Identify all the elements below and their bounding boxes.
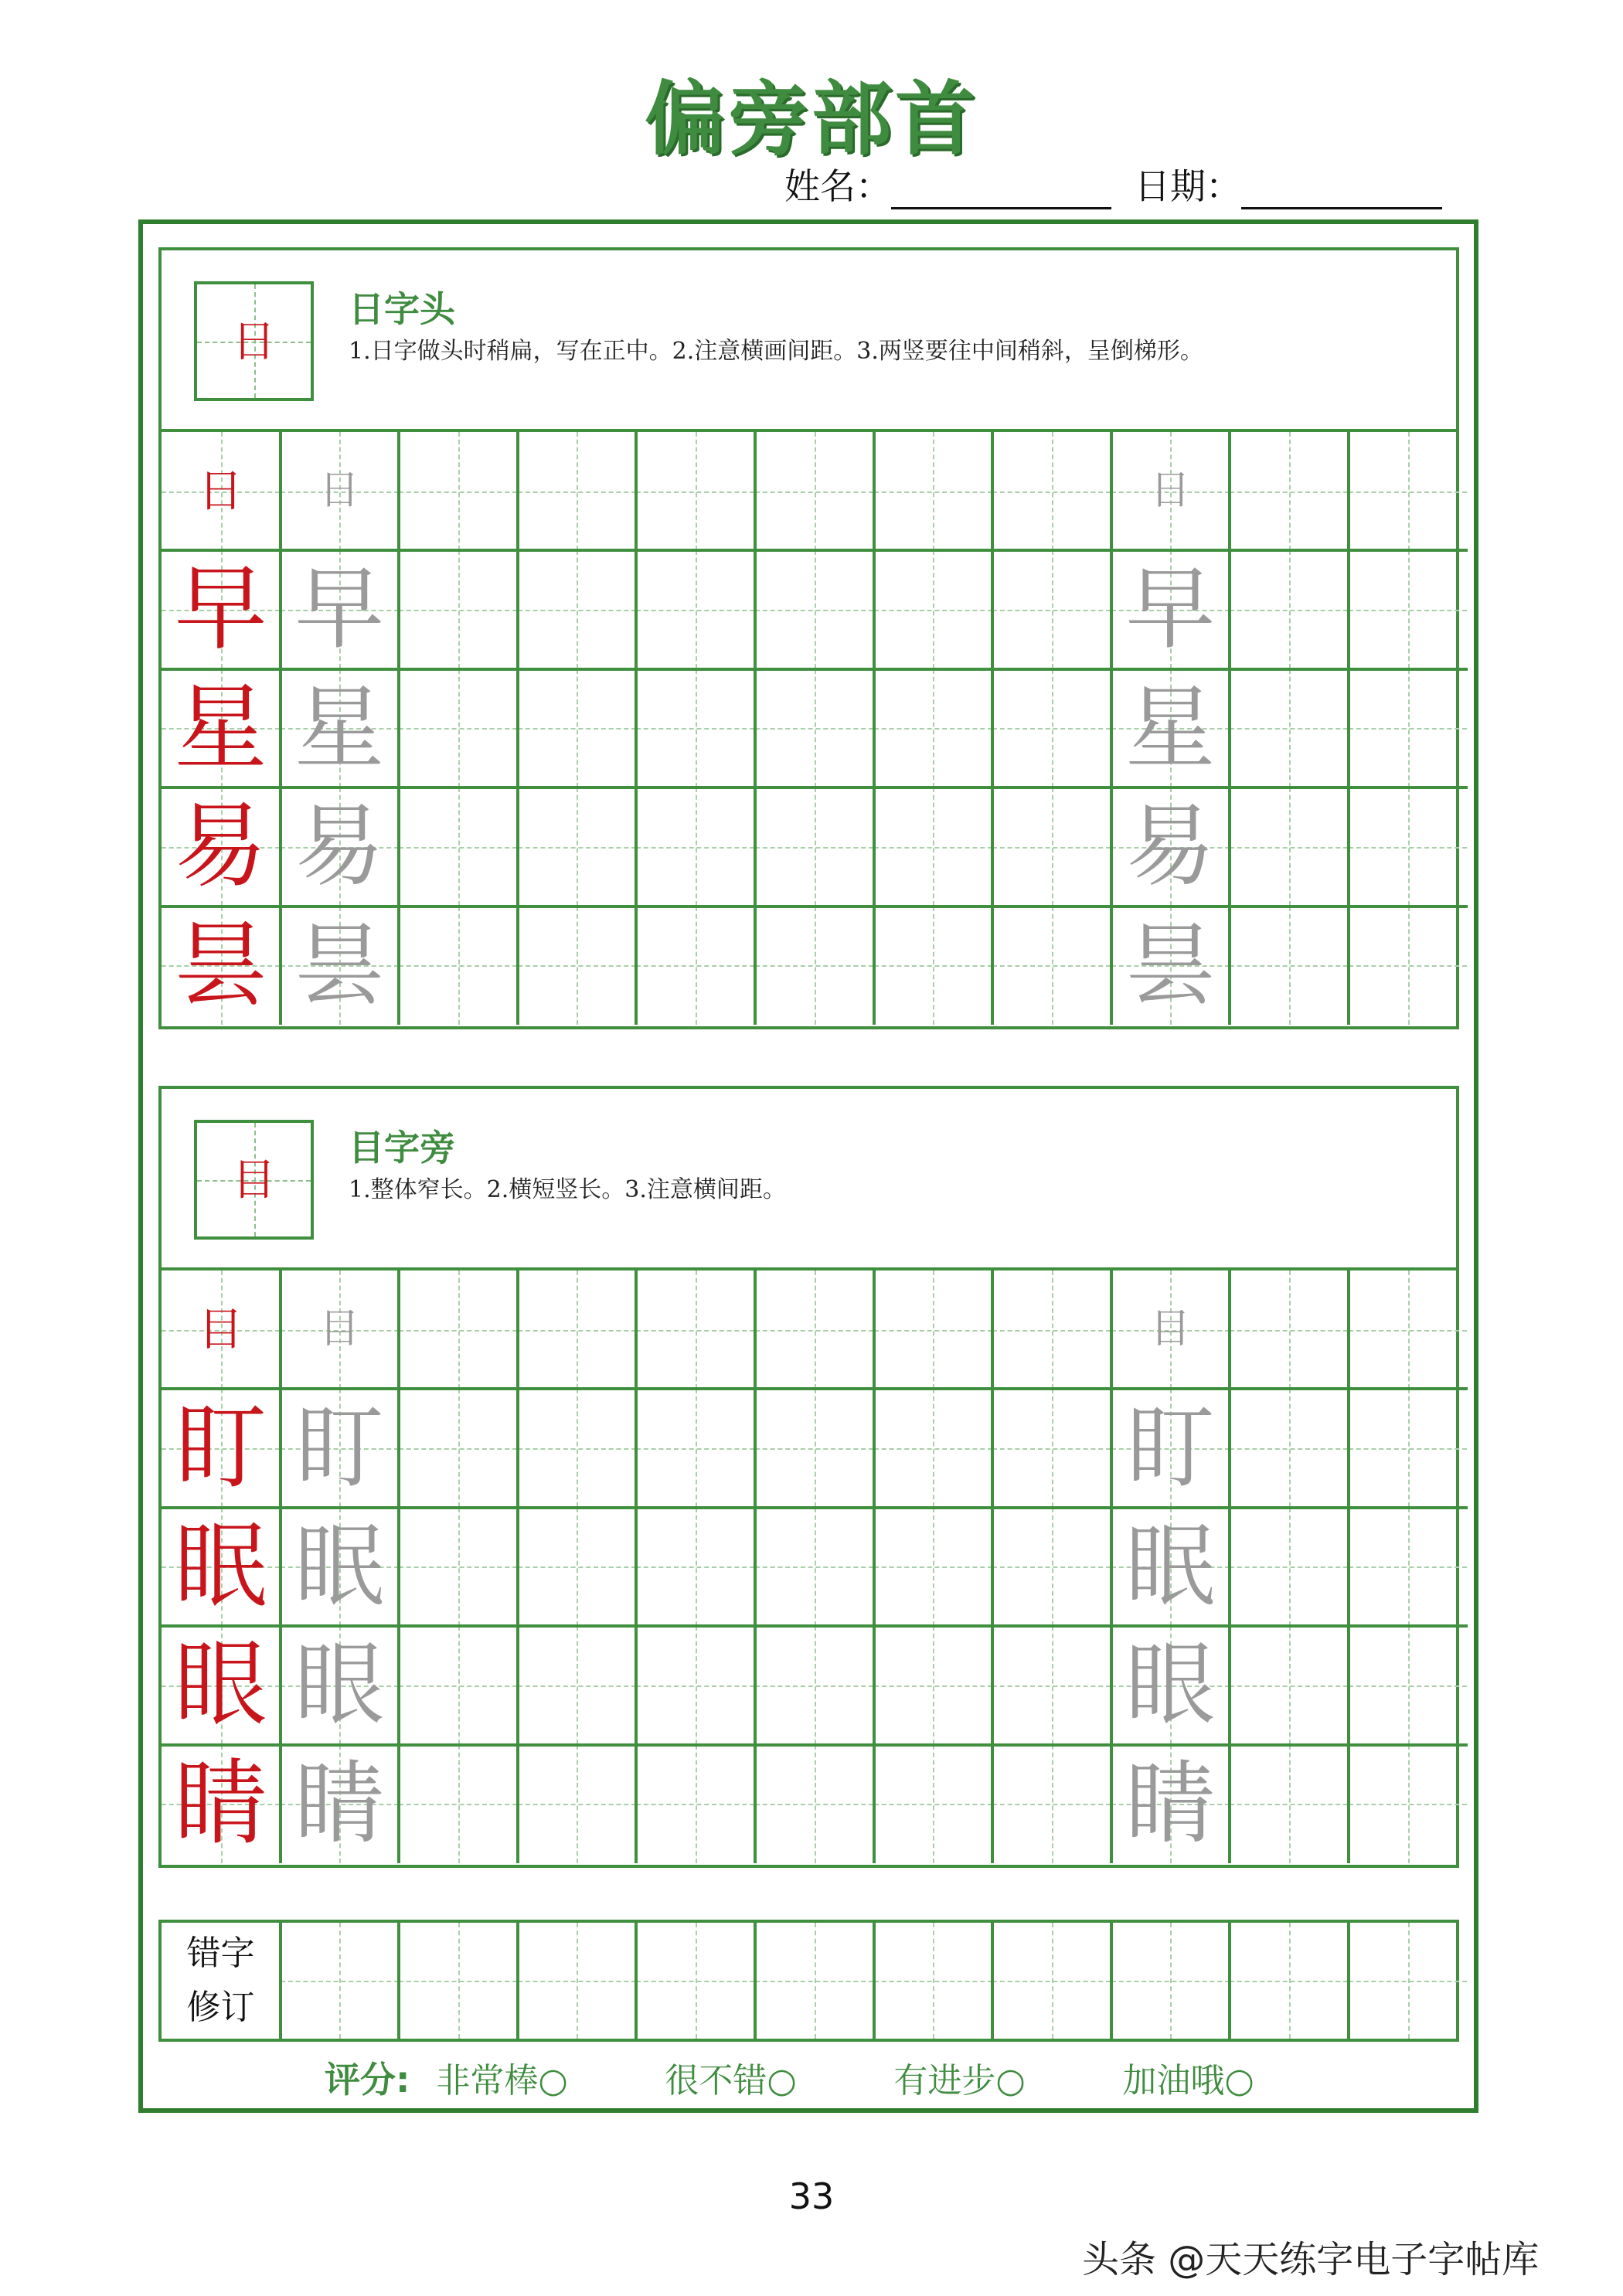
practice-cell[interactable] (992, 1745, 1111, 1863)
model-character: 易 (174, 793, 267, 901)
practice-cell[interactable] (281, 1270, 399, 1389)
practice-cell[interactable] (162, 1626, 280, 1744)
practice-cell[interactable] (1111, 432, 1230, 550)
trace-character: 日 (1150, 468, 1191, 514)
trace-character: 睛 (294, 1751, 385, 1856)
practice-cell[interactable] (1230, 1745, 1348, 1863)
grid-column-line (1347, 1270, 1350, 1863)
practice-cell[interactable] (992, 787, 1111, 906)
grid-column-line (635, 432, 638, 1025)
correction-cell[interactable] (518, 1923, 636, 2039)
practice-cell[interactable] (518, 1626, 636, 1744)
trace-character: 昙 (1125, 913, 1216, 1018)
practice-cell[interactable] (992, 432, 1111, 550)
practice-cell[interactable] (636, 787, 754, 906)
correction-cell[interactable] (281, 1923, 399, 2039)
practice-cell[interactable] (755, 1626, 873, 1744)
practice-cell[interactable] (162, 1270, 280, 1389)
practice-cell[interactable] (399, 1508, 517, 1626)
practice-cell[interactable] (636, 432, 754, 550)
model-character: 日 (198, 464, 243, 517)
grid-column-line (1110, 1270, 1113, 1863)
section-header (162, 250, 1456, 432)
practice-cell[interactable] (755, 1270, 873, 1389)
correction-label-line1: 错字 (186, 1934, 255, 1973)
model-character: 星 (174, 674, 267, 782)
grid-column-line (991, 1923, 994, 2039)
watermark: 头条 @天天练字电子字帖库 (1082, 2238, 1540, 2281)
practice-cell[interactable] (162, 432, 280, 550)
practice-cell[interactable] (874, 432, 992, 550)
rating-option-good[interactable]: 很不错○ (665, 2061, 797, 2100)
model-character: 昙 (174, 911, 267, 1019)
practice-cell[interactable] (399, 669, 517, 787)
practice-cell[interactable] (1230, 787, 1348, 906)
trace-character: 早 (294, 557, 385, 662)
grid-column-line (873, 1270, 876, 1863)
practice-cell[interactable] (1349, 1745, 1467, 1863)
grid-column-line (1228, 1923, 1231, 2039)
practice-cell[interactable] (755, 669, 873, 787)
grid-column-line (1228, 1270, 1231, 1863)
practice-cell[interactable] (1349, 906, 1467, 1025)
trace-character: 星 (294, 675, 385, 781)
grid-row-line (162, 668, 1468, 671)
practice-cell[interactable] (755, 1508, 873, 1626)
practice-cell[interactable] (281, 787, 399, 906)
practice-cell[interactable] (162, 1389, 280, 1507)
rating-bar (325, 2052, 1351, 2103)
correction-label-line2: 修订 (186, 1988, 255, 2027)
grid-column-line (873, 1923, 876, 2039)
trace-character: 日 (319, 468, 360, 514)
grid-column-line (279, 1923, 282, 2039)
practice-cell[interactable] (636, 1508, 754, 1626)
practice-cell[interactable] (636, 1270, 754, 1389)
trace-character: 目 (319, 1306, 360, 1352)
trace-character: 目 (1150, 1306, 1191, 1352)
grid-column-line (397, 432, 400, 1025)
grid-column-line (1110, 1923, 1113, 2039)
radical-box (194, 1120, 314, 1240)
model-character: 盯 (174, 1394, 267, 1502)
practice-cell[interactable] (992, 906, 1111, 1025)
page-title: 偏旁部首 (644, 72, 978, 166)
date-label: 日期： (1135, 165, 1241, 207)
grid-column-line (754, 432, 757, 1025)
practice-cell[interactable] (281, 1626, 399, 1744)
practice-cell[interactable] (992, 550, 1111, 668)
practice-cell[interactable] (518, 1389, 636, 1507)
practice-cell[interactable] (281, 550, 399, 668)
correction-cell[interactable] (636, 1923, 754, 2039)
practice-cell[interactable] (518, 669, 636, 787)
practice-cell[interactable] (399, 906, 517, 1025)
model-character: 眼 (174, 1631, 267, 1740)
grid-column-line (1110, 432, 1113, 1025)
name-date-line (784, 158, 1442, 209)
practice-cell[interactable] (399, 550, 517, 668)
trace-character: 眼 (294, 1633, 385, 1738)
practice-cell[interactable] (1111, 787, 1230, 906)
practice-cell[interactable] (281, 669, 399, 787)
trace-character: 眠 (1125, 1514, 1216, 1619)
grid-column-line (635, 1923, 638, 2039)
practice-cell[interactable] (755, 1389, 873, 1507)
correction-cell[interactable] (755, 1923, 873, 2039)
practice-cell[interactable] (1230, 1508, 1348, 1626)
practice-cell[interactable] (755, 906, 873, 1025)
practice-cell[interactable] (1230, 432, 1348, 550)
practice-cell[interactable] (636, 906, 754, 1025)
section-header (162, 1089, 1456, 1270)
practice-cell[interactable] (281, 1745, 399, 1863)
practice-cell[interactable] (755, 1745, 873, 1863)
practice-cell[interactable] (992, 1389, 1111, 1507)
practice-cell[interactable] (1111, 1508, 1230, 1626)
trace-character: 盯 (294, 1396, 385, 1501)
practice-cell[interactable] (874, 1270, 992, 1389)
practice-cell[interactable] (1230, 550, 1348, 668)
practice-cell[interactable] (1230, 906, 1348, 1025)
grid-row-line (162, 786, 1468, 789)
correction-label (162, 1923, 280, 2039)
rating-option-excellent[interactable]: 非常棒○ (436, 2061, 568, 2100)
practice-cell[interactable] (281, 432, 399, 550)
practice-cell[interactable] (281, 1389, 399, 1507)
practice-cell[interactable] (755, 787, 873, 906)
practice-cell[interactable] (874, 1389, 992, 1507)
practice-cell[interactable] (874, 1745, 992, 1863)
practice-cell[interactable] (1111, 1389, 1230, 1507)
radical-char: 日 (232, 317, 276, 367)
grid-row-line (162, 905, 1468, 908)
practice-cell[interactable] (399, 1389, 517, 1507)
practice-cell[interactable] (518, 1745, 636, 1863)
practice-cell[interactable] (399, 1626, 517, 1744)
correction-cell[interactable] (874, 1923, 992, 2039)
model-character: 早 (174, 556, 267, 664)
grid-column-line (397, 1270, 400, 1863)
rating-option-progress[interactable]: 有进步○ (893, 2061, 1026, 2100)
grid-column-line (873, 432, 876, 1025)
grid-column-line (635, 1270, 638, 1863)
trace-character: 眼 (1125, 1633, 1216, 1738)
practice-cell[interactable] (1111, 550, 1230, 668)
practice-cell[interactable] (874, 906, 992, 1025)
practice-cell[interactable] (162, 669, 280, 787)
grid-column-line (516, 1923, 519, 2039)
practice-cell[interactable] (874, 1626, 992, 1744)
model-character: 目 (198, 1303, 243, 1355)
practice-cell[interactable] (518, 1508, 636, 1626)
date-field[interactable] (1241, 173, 1442, 209)
grid-row-line (162, 1387, 1468, 1390)
practice-cell[interactable] (755, 550, 873, 668)
correction-cell[interactable] (992, 1923, 1111, 2039)
practice-cell[interactable] (1349, 1508, 1467, 1626)
name-field[interactable] (891, 173, 1111, 209)
practice-cell[interactable] (1349, 550, 1467, 668)
grid-column-line (1228, 432, 1231, 1025)
radical-char: 目 (232, 1155, 276, 1206)
practice-cell[interactable] (874, 1508, 992, 1626)
practice-cell[interactable] (518, 787, 636, 906)
practice-cell[interactable] (1349, 1270, 1467, 1389)
grid-column-line (516, 432, 519, 1025)
section-title: 目字旁 (349, 1127, 455, 1168)
page-number: 33 (788, 2175, 835, 2217)
model-character: 睛 (174, 1750, 267, 1858)
practice-cell[interactable] (399, 1270, 517, 1389)
grid-row-line (162, 1743, 1468, 1747)
practice-cell[interactable] (636, 669, 754, 787)
grid-column-line (1347, 1923, 1350, 2039)
practice-cell[interactable] (1111, 1745, 1230, 1863)
practice-cell[interactable] (992, 1626, 1111, 1744)
practice-cell[interactable] (1230, 669, 1348, 787)
practice-cell[interactable] (992, 1270, 1111, 1389)
section-mu-zi-pang (158, 1086, 1459, 1868)
correction-cell[interactable] (1349, 1923, 1467, 2039)
grid-row-line (162, 1506, 1468, 1509)
practice-cell[interactable] (162, 550, 280, 668)
practice-cell[interactable] (1349, 1626, 1467, 1744)
grid-column-line (754, 1270, 757, 1863)
correction-cell[interactable] (1230, 1923, 1348, 2039)
practice-cell[interactable] (399, 432, 517, 550)
trace-character: 易 (294, 794, 385, 900)
practice-cell[interactable] (162, 906, 280, 1025)
practice-cell[interactable] (1349, 787, 1467, 906)
trace-character: 星 (1125, 675, 1216, 781)
grid-column-line (991, 432, 994, 1025)
grid-column-line (991, 1270, 994, 1863)
grid-column-line (279, 432, 282, 1025)
practice-cell[interactable] (636, 1626, 754, 1744)
practice-cell[interactable] (874, 550, 992, 668)
radical-box (194, 281, 314, 401)
section-description: 1.整体窄长。2.横短竖长。3.注意横间距。 (349, 1176, 786, 1203)
practice-cell[interactable] (518, 550, 636, 668)
practice-cell[interactable] (992, 1508, 1111, 1626)
practice-cell[interactable] (992, 669, 1111, 787)
practice-cell[interactable] (1230, 1626, 1348, 1744)
practice-cell[interactable] (162, 1745, 280, 1863)
practice-cell[interactable] (281, 906, 399, 1025)
trace-character: 盯 (1125, 1396, 1216, 1501)
practice-cell[interactable] (874, 669, 992, 787)
practice-cell[interactable] (1349, 669, 1467, 787)
practice-cell[interactable] (1349, 1389, 1467, 1507)
practice-cell[interactable] (518, 906, 636, 1025)
grid-column-line (1347, 432, 1350, 1025)
practice-cell[interactable] (1349, 432, 1467, 550)
practice-cell[interactable] (399, 1745, 517, 1863)
practice-grid[interactable] (162, 1270, 1456, 1863)
name-label: 姓名： (784, 165, 891, 207)
practice-grid[interactable] (162, 432, 1456, 1025)
correction-row (158, 1920, 1459, 2042)
practice-cell[interactable] (636, 550, 754, 668)
practice-cell[interactable] (1230, 1270, 1348, 1389)
section-ri-zi-tou (158, 247, 1459, 1029)
practice-cell[interactable] (636, 1389, 754, 1507)
practice-cell[interactable] (1111, 906, 1230, 1025)
practice-cell[interactable] (162, 787, 280, 906)
practice-cell[interactable] (1111, 1270, 1230, 1389)
section-description: 1.日字做头时稍扁，写在正中。2.注意横画间距。3.两竖要往中间稍斜，呈倒梯形。 (349, 338, 1203, 365)
practice-cell[interactable] (518, 1270, 636, 1389)
model-character: 眠 (174, 1512, 267, 1621)
grid-column-line (516, 1270, 519, 1863)
trace-character: 昙 (294, 913, 385, 1018)
practice-cell[interactable] (1230, 1389, 1348, 1507)
correction-cell[interactable] (1111, 1923, 1230, 2039)
section-title: 日字头 (349, 288, 455, 330)
grid-column-line (754, 1923, 757, 2039)
practice-cell[interactable] (1111, 669, 1230, 787)
practice-cell[interactable] (518, 432, 636, 550)
grid-row-line (162, 1624, 1468, 1628)
rating-label: 评分: (325, 2059, 410, 2100)
trace-character: 眠 (294, 1514, 385, 1619)
practice-cell[interactable] (281, 1508, 399, 1626)
grid-column-line (279, 1270, 282, 1863)
practice-cell[interactable] (1111, 1626, 1230, 1744)
correction-cell[interactable] (399, 1923, 517, 2039)
trace-character: 易 (1125, 794, 1216, 900)
practice-cell[interactable] (755, 432, 873, 550)
rating-option-keep-going[interactable]: 加油哦○ (1122, 2061, 1254, 2100)
trace-character: 早 (1125, 557, 1216, 662)
grid-column-line (397, 1923, 400, 2039)
practice-cell[interactable] (162, 1508, 280, 1626)
trace-character: 睛 (1125, 1751, 1216, 1856)
practice-cell[interactable] (399, 787, 517, 906)
grid-row-line (162, 549, 1468, 552)
practice-cell[interactable] (636, 1745, 754, 1863)
practice-cell[interactable] (874, 787, 992, 906)
